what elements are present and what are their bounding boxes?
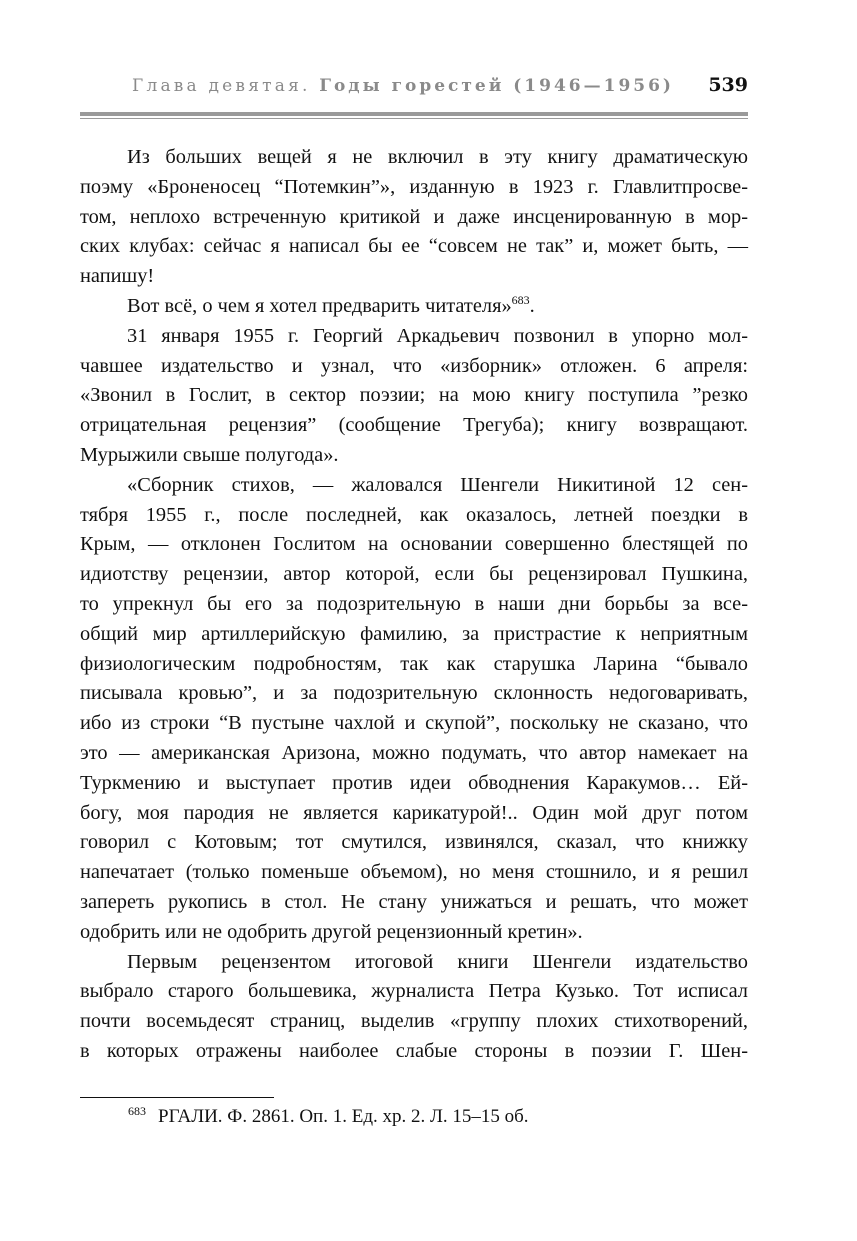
text-line-content: почти восемьдесят страниц, выделив «группу плохих стихотворений,: [80, 1010, 748, 1033]
text-line-content: напишу!: [80, 265, 155, 288]
header-rule-thick: [80, 112, 748, 116]
text-line-content: тября 1955 г., после последней, как оказалось, летней поездки в: [80, 503, 748, 526]
text-line-content: ских клубах: сейчас я написал бы ее “совсем не так” и, может быть, —: [80, 235, 748, 258]
text-line-content: отрицательная рецензия” (сообщение Трегуба); книгу возвращают.: [80, 414, 748, 437]
text-line-content: «Звонил в Гослит, в сектор поэзии; на мою книгу поступила ”резко: [80, 384, 748, 407]
text-line-content: запереть рукопись в стол. Не стану унижаться и решать, что может: [80, 890, 748, 913]
text-line-content: это — американская Аризона, можно подумать, что автор намекает на: [80, 741, 748, 764]
text-line-content: в которых отражены наиболее слабые стороны в поэзии Г. Шен-: [80, 1039, 748, 1062]
text-line-content: Из больших вещей я не включил в эту книгу драматическую: [127, 146, 748, 168]
text-line-content: 31 января 1955 г. Георгий Аркадьевич позвонил в упорно мол-: [127, 324, 748, 347]
text-line-content: богу, моя пародия не является карикатурой!.. Один мой друг потом: [80, 801, 748, 824]
text-line: [80, 203, 748, 233]
running-head-chapter: Глава девятая.: [132, 76, 320, 96]
text-line: [80, 262, 748, 292]
text-line: [80, 918, 748, 948]
footnote-number: 683: [128, 1104, 146, 1118]
text-line-content: том, неплохо встреченную критикой и даже инсценированную в мор-: [80, 205, 748, 228]
text-line-content: одобрить или не одобрить другой рецензионный кретин».: [80, 920, 583, 943]
text-line: [80, 1037, 748, 1067]
text-line-content: напечатает (только поменьше объемом), но меня стошнило, и я решил: [80, 861, 748, 884]
text-line: [80, 590, 748, 620]
text-line-content: Мурыжили свыше полугода».: [80, 443, 339, 466]
footnote: [128, 1104, 748, 1128]
text-line: [80, 620, 748, 650]
text-line-content: Крым, — отклонен Гослитом на основании совершенно блестящей по: [80, 533, 748, 556]
text-line-content: физиологическим подробностям, так как старушка Ларина “бывало: [80, 652, 748, 675]
text-line-content: писывала кровью”, и за подозрительную склонность недоговаривать,: [80, 682, 748, 705]
text-line-content: «Сборник стихов, — жаловался Шенгели Никитиной 12 сен-: [127, 473, 748, 496]
footnote-rule: [80, 1097, 274, 1098]
text-line: [80, 411, 748, 441]
text-line: [80, 530, 748, 560]
running-head-part: Годы горестей (1946—1956): [319, 76, 674, 96]
text-line-content: выбрало старого большевика, журналиста Петра Кузько. Тот исписал: [80, 980, 748, 1003]
text-line-content: говорил с Котовым; тот смутился, извинялся, сказал, что книжку: [80, 831, 748, 854]
text-line: [80, 322, 748, 352]
text-line: [80, 977, 748, 1007]
text-line: [80, 828, 748, 858]
footnote-ref: 683: [511, 292, 530, 307]
text-line: [80, 232, 748, 262]
text-line: [80, 352, 748, 382]
text-line-content: ибо из строки “В пустыне чахлой и скупой”, поскольку не сказано, что: [80, 712, 748, 735]
running-head: [132, 76, 748, 104]
footnote-text: РГАЛИ. Ф. 2861. Оп. 1. Ед. хр. 2. Л. 15–15 об.: [158, 1106, 529, 1127]
text-line-content: Вот всё, о чем я хотел предварить читателя»: [127, 294, 512, 317]
text-line-content: чавшее издательство и узнал, что «изборник» отложен. 6 апреля:: [80, 354, 748, 377]
text-line-content: то упрекнул бы его за подозрительную в наши дни борьбы за все-: [80, 592, 748, 615]
text-line-tail: .: [529, 294, 535, 317]
text-line: [80, 471, 748, 501]
text-line-content: Туркмению и выступает против идеи обводнения Каракумов… Ей-: [80, 771, 748, 794]
text-line: [80, 858, 748, 888]
text-line: [80, 1007, 748, 1037]
text-line: [80, 292, 748, 322]
text-line: [80, 948, 748, 978]
text-line: [80, 381, 748, 411]
text-line-content: Первым рецензентом итоговой книги Шенгели издательство: [127, 950, 748, 973]
text-line-content: поэму «Броненосец “Потемкин”», изданную в 1923 г. Главлитпросве-: [80, 175, 748, 198]
body-text: [80, 143, 748, 1067]
text-line-content: идиотству рецензии, автор которой, если бы рецензировал Пушкина,: [80, 563, 748, 586]
page-number: 539: [708, 74, 748, 96]
text-line: [80, 799, 748, 829]
text-line: [80, 143, 748, 173]
text-line: [80, 679, 748, 709]
text-line: [80, 441, 748, 471]
text-line: [80, 709, 748, 739]
text-line: [80, 769, 748, 799]
text-line: [80, 173, 748, 203]
text-line: [80, 739, 748, 769]
text-line: [80, 650, 748, 680]
text-line: [80, 501, 748, 531]
text-line: [80, 560, 748, 590]
text-line: [80, 888, 748, 918]
header-rule-thin: [80, 118, 748, 119]
text-line-content: общий мир артиллерийскую фамилию, за пристрастие к неприятным: [80, 622, 748, 645]
